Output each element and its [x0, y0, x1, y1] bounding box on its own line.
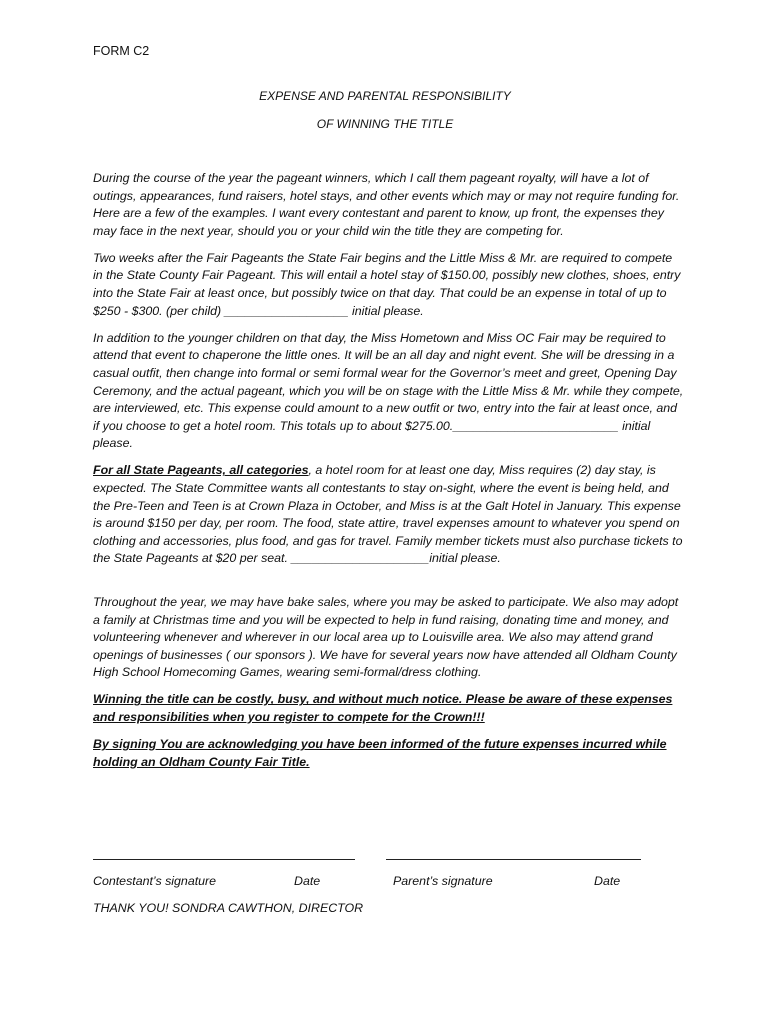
contestant-signature-line[interactable]: [93, 859, 355, 860]
document-body: [93, 170, 685, 781]
closing-signoff: THANK YOU! SONDRA CAWTHON, DIRECTOR: [93, 901, 364, 915]
state-pageants-heading: For all State Pageants, all categories: [93, 463, 309, 478]
document-title: EXPENSE AND PARENTAL RESPONSIBILITY: [259, 89, 511, 103]
document-subtitle: OF WINNING THE TITLE: [316, 117, 454, 131]
parent-signature-line[interactable]: [386, 859, 641, 860]
paragraph-intro: During the course of the year the pageant winners, which I call them pageant royalty, will have a lot of outings, appearances, fund raisers, hotel stays, and other events which may or may not require funding for. Here are a few of the examples. I want every contestant and parent to know, up front, the expenses they may face in the next year, should you or your child win the title they are competing for.: [93, 171, 680, 238]
paragraph-hometown: In addition to the younger children on that day, the Miss Hometown and Miss OC Fair may be required to attend that event to chaperone the little ones. It will be an all day and night event. She will be dressing in a casual outfit, then change into formal or semi formal wear for the Governor’s meet and greet, Opening Day Ceremony, and the actual pageant, which you will be on stage with the Little Miss & Mr. while they compete, are interviewed, etc. This expense could amount to a new outfit or two, entry into the fair at least once, and if you choose to get a hotel room. This totals up to about $275.00.________________________ initial please.: [93, 330, 684, 451]
state-pageants-text: , a hotel room for at least one day, Miss requires (2) day stay, is expected. The State Committee wants all contestants to stay on-sight, where the event is being held, and the Pre-Teen and Teen is at Crown Plaza in October, and Miss is at the Galt Hotel in January. This expense is around $150 per day, per room. The food, state attire, travel expenses amount to whatever you spend on clothing and accessories, plus food, and gas for travel. Family member tickets must also purchase tickets to the State Pageants at $20 per seat. ____________________initial please.: [93, 463, 683, 566]
signature-lines: [93, 848, 653, 862]
parent-date-label: Date: [594, 874, 621, 888]
form-label: FORM C2: [93, 44, 150, 58]
paragraph-throughout: Throughout the year, we may have bake sales, where you may be asked to participate. We also may adopt a family at Christmas time and you will be expected to help in fund raising, donating time and money, and volunteering whenever and wherever in our local area up to Louisville area. We also may attend grand openings of businesses ( our sponsors ). We have for several years now have attended all Oldham County High School Homecoming Games, wearing semi-formal/dress clothing.: [93, 594, 679, 680]
paragraph-warning: Winning the title can be costly, busy, and without much notice. Please be aware of these expenses and responsibilities when you register to compete for the Crown!!!: [93, 692, 673, 725]
contestant-date-label: Date: [294, 874, 321, 888]
paragraph-state-pageants: [93, 462, 685, 568]
parent-signature-label: Parent’s signature: [393, 874, 493, 888]
contestant-signature-label: Contestant’s signature: [93, 874, 217, 888]
paragraph-acknowledge: By signing You are acknowledging you have been informed of the future expenses incurred while holding an Oldham County Fair Title.: [93, 737, 667, 769]
paragraph-state-fair: Two weeks after the Fair Pageants the State Fair begins and the Little Miss & Mr. are required to compete in the State County Fair Pageant. This will entail a hotel stay of $150.00, possibly new clothes, shoes, entry into the State Fair at least once, but possibly twice on that day. That could be an expense in total of up to $250 - $300. (per child) __________________ initial please.: [93, 250, 681, 318]
